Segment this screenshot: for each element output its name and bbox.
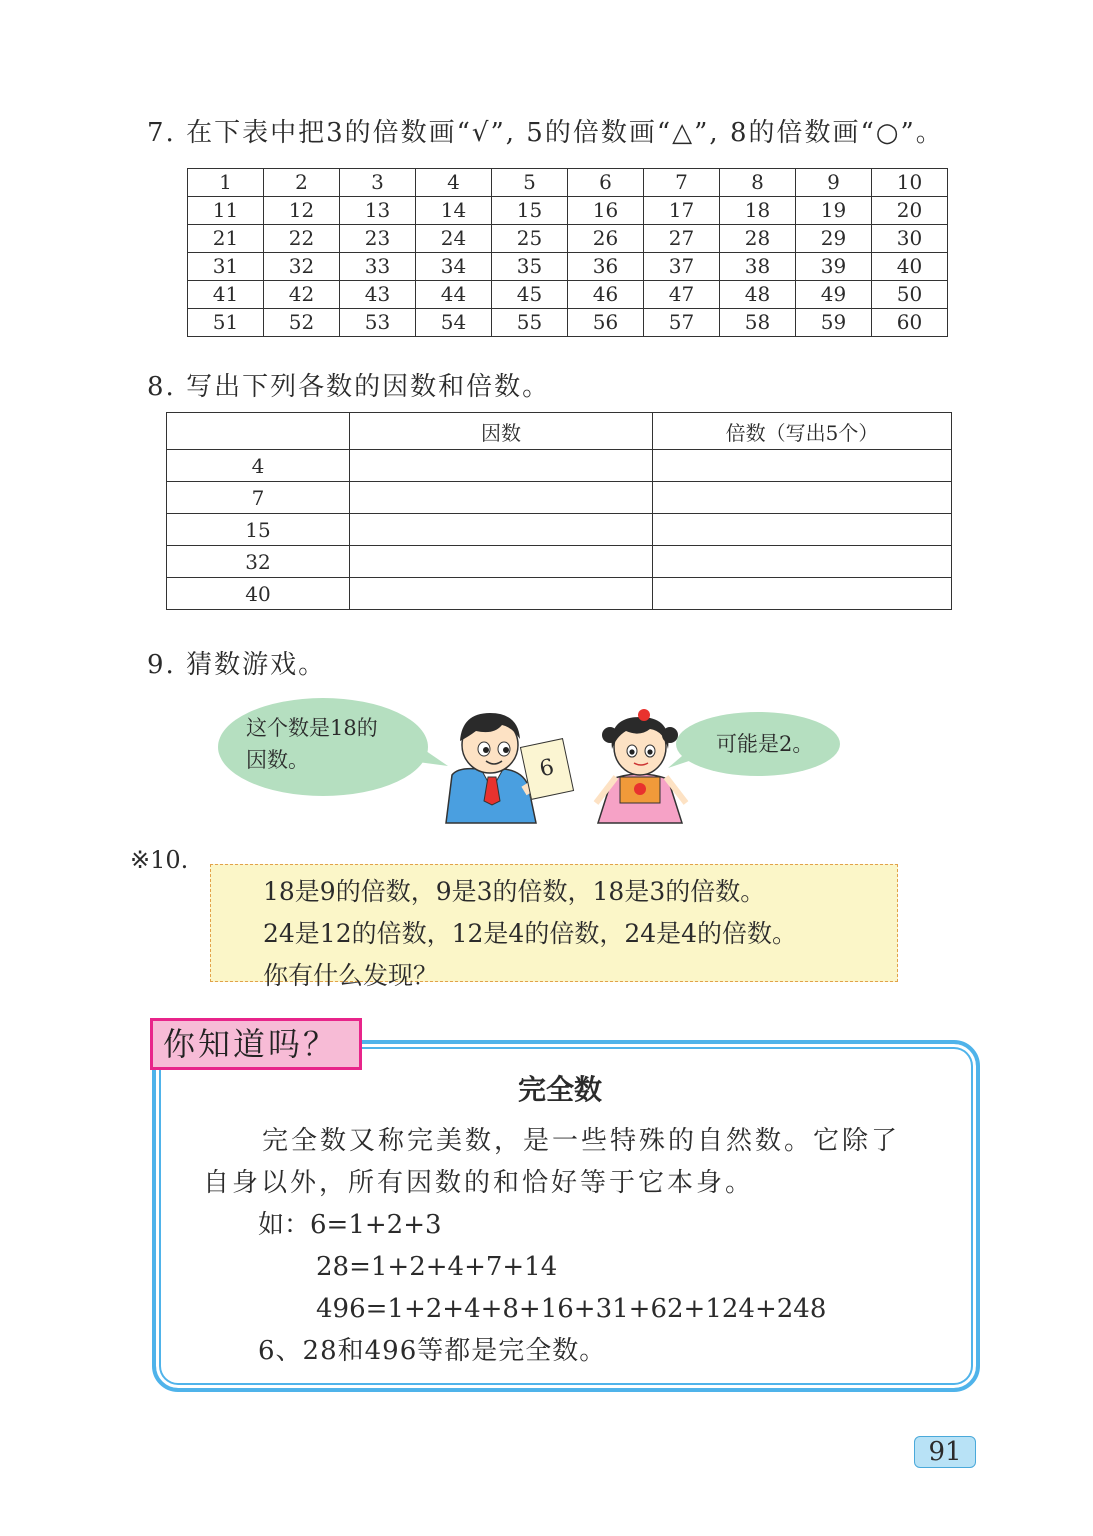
grid-cell[interactable]: 24: [416, 225, 492, 253]
grid-cell[interactable]: 27: [644, 225, 720, 253]
grid-row: [188, 309, 948, 337]
grid-cell[interactable]: 41: [188, 281, 264, 309]
para-line1: 完全数又称完美数，是一些特殊的自然数。它除了: [262, 1126, 901, 1156]
grid-cell[interactable]: 9: [796, 169, 872, 197]
perfect-number-title: 完全数: [518, 1073, 603, 1106]
grid-cell[interactable]: 56: [568, 309, 644, 337]
q10-label: ※10.: [130, 846, 189, 874]
grid-cell[interactable]: 44: [416, 281, 492, 309]
grid-cell[interactable]: 57: [644, 309, 720, 337]
grid-cell[interactable]: 60: [872, 309, 948, 337]
multiples-table: [187, 168, 948, 337]
example-3: 496=1+2+4+8+16+31+62+124+248: [316, 1294, 827, 1324]
grid-cell[interactable]: 23: [340, 225, 416, 253]
number-row: [167, 482, 952, 514]
number-row: [167, 578, 952, 610]
example-2: 28=1+2+4+7+14: [316, 1252, 558, 1282]
factors-answer-cell[interactable]: [350, 514, 653, 546]
multiples-answer-cell[interactable]: [653, 514, 952, 546]
grid-cell[interactable]: 20: [872, 197, 948, 225]
q8-title: 8. 写出下列各数的因数和倍数。: [147, 372, 551, 402]
grid-cell[interactable]: 59: [796, 309, 872, 337]
grid-cell[interactable]: 16: [568, 197, 644, 225]
grid-row: [188, 253, 948, 281]
grid-cell[interactable]: 33: [340, 253, 416, 281]
multiples-answer-cell[interactable]: [653, 482, 952, 514]
number-card: 6: [520, 738, 574, 800]
grid-cell[interactable]: 25: [492, 225, 568, 253]
factors-answer-cell[interactable]: [350, 578, 653, 610]
grid-cell[interactable]: 22: [264, 225, 340, 253]
grid-cell[interactable]: 2: [264, 169, 340, 197]
header-empty: [167, 413, 350, 450]
grid-cell[interactable]: 3: [340, 169, 416, 197]
grid-cell[interactable]: 52: [264, 309, 340, 337]
number-cell: 4: [167, 450, 350, 482]
grid-cell[interactable]: 1: [188, 169, 264, 197]
grid-cell[interactable]: 51: [188, 309, 264, 337]
grid-cell[interactable]: 15: [492, 197, 568, 225]
grid-cell[interactable]: 35: [492, 253, 568, 281]
number-row: [167, 546, 952, 578]
grid-cell[interactable]: 21: [188, 225, 264, 253]
bubble-left-line1: 这个数是18的: [246, 716, 378, 740]
grid-cell[interactable]: 17: [644, 197, 720, 225]
grid-cell[interactable]: 30: [872, 225, 948, 253]
factors-multiples-table: [166, 412, 952, 610]
q10-note-box: [210, 864, 898, 990]
grid-cell[interactable]: 42: [264, 281, 340, 309]
grid-row: [188, 281, 948, 309]
grid-cell[interactable]: 45: [492, 281, 568, 309]
speech-bubble-right: [676, 712, 840, 776]
factors-answer-cell[interactable]: [350, 450, 653, 482]
grid-cell[interactable]: 38: [720, 253, 796, 281]
q10-line3: 你有什么发现？: [263, 961, 439, 990]
q10-line1: 18是9的倍数，9是3的倍数，18是3的倍数。: [263, 877, 766, 906]
factors-answer-cell[interactable]: [350, 546, 653, 578]
bubble-right-text: 可能是2。: [716, 732, 814, 756]
multiples-answer-cell[interactable]: [653, 578, 952, 610]
grid-cell[interactable]: 18: [720, 197, 796, 225]
girl-illustration-icon: [586, 705, 696, 825]
grid-cell[interactable]: 10: [872, 169, 948, 197]
conclusion: 6、28和496等都是完全数。: [258, 1336, 607, 1366]
grid-cell[interactable]: 31: [188, 253, 264, 281]
multiples-answer-cell[interactable]: [653, 450, 952, 482]
number-row: [167, 450, 952, 482]
factors-answer-cell[interactable]: [350, 482, 653, 514]
did-you-know-tag: 你知道吗？: [150, 1018, 362, 1070]
header-factors: 因数: [350, 413, 653, 450]
grid-cell[interactable]: 49: [796, 281, 872, 309]
bubble-left-line2: 因数。: [246, 748, 309, 772]
grid-cell[interactable]: 37: [644, 253, 720, 281]
grid-cell[interactable]: 13: [340, 197, 416, 225]
grid-cell[interactable]: 46: [568, 281, 644, 309]
q7-title: 7. 在下表中把3的倍数画“√”, 5的倍数画“△”, 8的倍数画“○”。: [147, 118, 944, 148]
para-line2: 自身以外，所有因数的和恰好等于它本身。: [203, 1168, 755, 1198]
grid-cell[interactable]: 5: [492, 169, 568, 197]
q10-line2: 24是12的倍数，12是4的倍数，24是4的倍数。: [263, 919, 798, 948]
grid-cell[interactable]: 19: [796, 197, 872, 225]
grid-cell[interactable]: 40: [872, 253, 948, 281]
number-cell: 40: [167, 578, 350, 610]
example-1: 如：6=1+2+3: [258, 1210, 442, 1240]
grid-cell[interactable]: 8: [720, 169, 796, 197]
grid-cell[interactable]: 53: [340, 309, 416, 337]
grid-cell[interactable]: 11: [188, 197, 264, 225]
grid-cell[interactable]: 29: [796, 225, 872, 253]
number-cell: 32: [167, 546, 350, 578]
grid-row: [188, 225, 948, 253]
header-multiples: 倍数（写出5个）: [653, 413, 952, 450]
grid-cell[interactable]: 4: [416, 169, 492, 197]
grid-row: [188, 197, 948, 225]
grid-cell[interactable]: 7: [644, 169, 720, 197]
grid-cell[interactable]: 14: [416, 197, 492, 225]
multiples-answer-cell[interactable]: [653, 546, 952, 578]
speech-bubble-left: [218, 698, 428, 796]
grid-cell[interactable]: 54: [416, 309, 492, 337]
number-row: [167, 514, 952, 546]
number-cell: 7: [167, 482, 350, 514]
grid-cell[interactable]: 39: [796, 253, 872, 281]
grid-cell[interactable]: 43: [340, 281, 416, 309]
grid-cell[interactable]: 32: [264, 253, 340, 281]
number-cell: 15: [167, 514, 350, 546]
grid-row: [188, 169, 948, 197]
grid-cell[interactable]: 12: [264, 197, 340, 225]
page-number: 91: [914, 1436, 976, 1468]
grid-cell[interactable]: 47: [644, 281, 720, 309]
grid-cell[interactable]: 34: [416, 253, 492, 281]
q9-title: 9. 猜数游戏。: [147, 650, 327, 680]
grid-cell[interactable]: 55: [492, 309, 568, 337]
grid-cell[interactable]: 36: [568, 253, 644, 281]
grid-cell[interactable]: 28: [720, 225, 796, 253]
grid-cell[interactable]: 50: [872, 281, 948, 309]
grid-cell[interactable]: 48: [720, 281, 796, 309]
grid-cell[interactable]: 58: [720, 309, 796, 337]
grid-cell[interactable]: 26: [568, 225, 644, 253]
grid-cell[interactable]: 6: [568, 169, 644, 197]
